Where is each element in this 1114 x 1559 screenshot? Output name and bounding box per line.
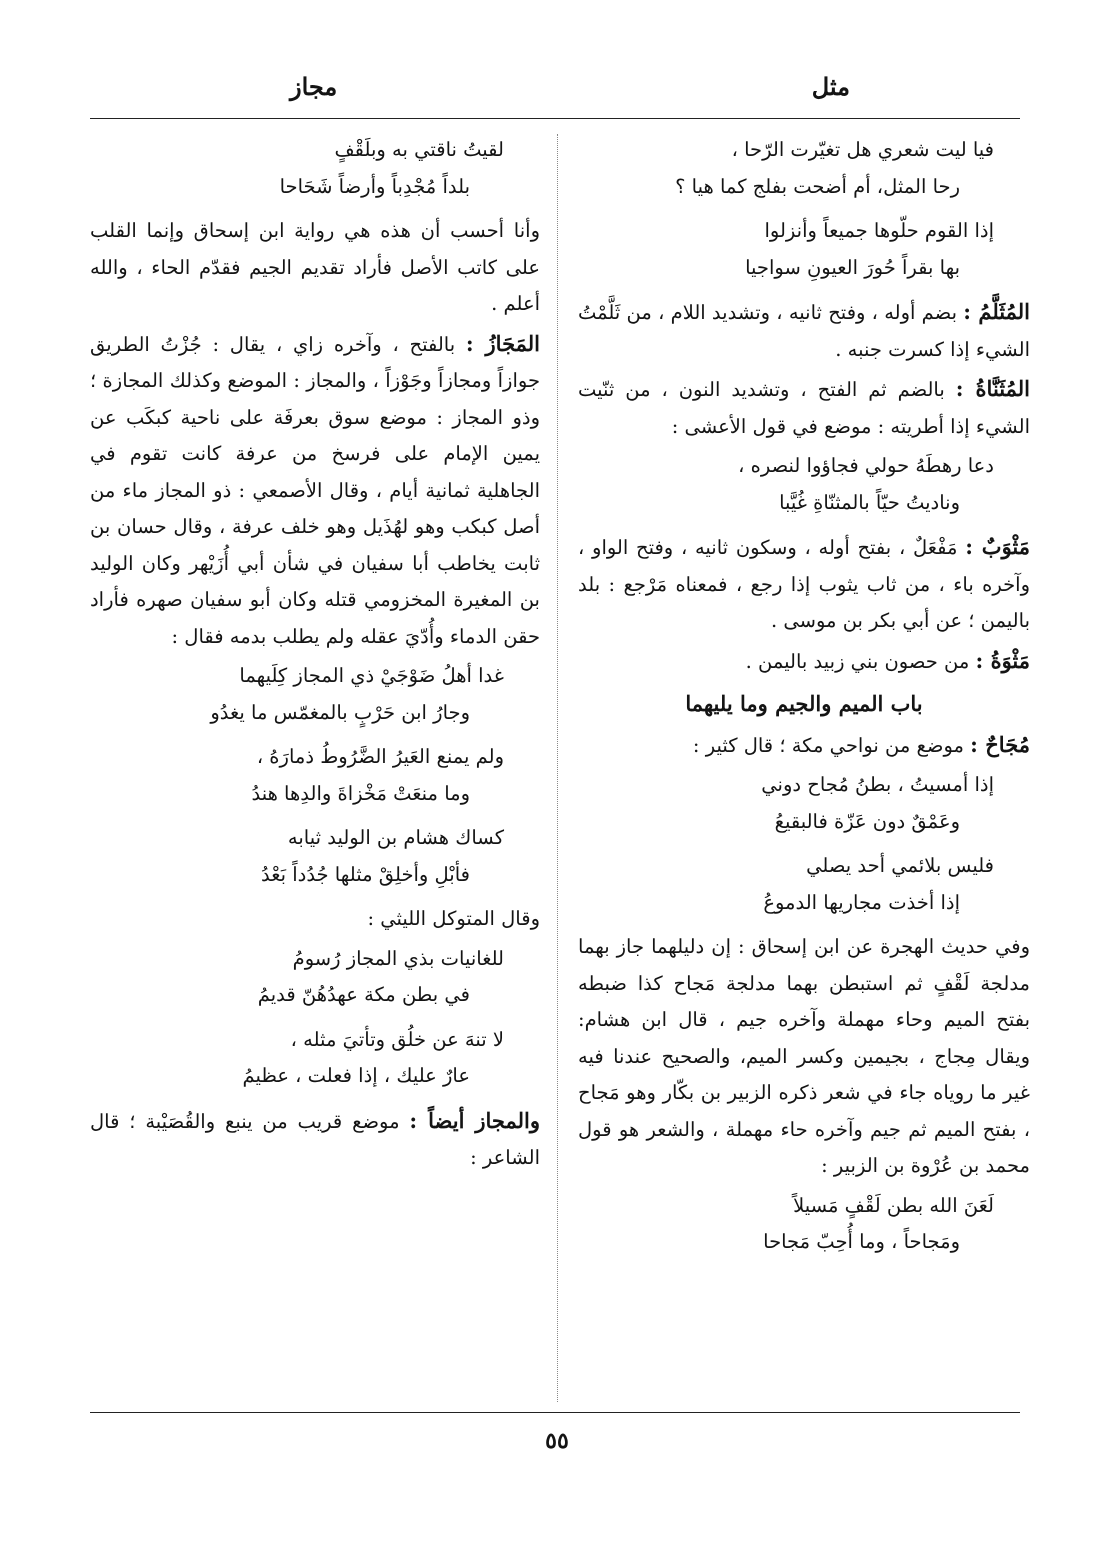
- verse-block: [90, 658, 540, 731]
- verse-line: وناديتُ حيّاً بالمثنّاةِ غُيَّبا: [779, 490, 960, 514]
- entry-headword: مَثْوَةُ :: [975, 647, 1030, 673]
- verse-block: [578, 132, 1030, 205]
- entry-text: من حصون بني زبيد باليمن .: [745, 649, 970, 673]
- entry-headword: المُثَنَّاةُ :: [955, 376, 1030, 401]
- paragraph: وأنا أحسب أن هذه هي رواية ابن إسحاق وإنما القلب على كاتب الأصل فأراد تقديم الجيم فقدّم الحاء ، والله أعلم .: [90, 219, 540, 315]
- verse-line: إذا القوم حلّوها جميعاً وأنزلوا: [764, 219, 994, 242]
- top-rule: [90, 118, 1020, 119]
- verse-line: فليس بلائمي أحد يصلي: [806, 854, 994, 877]
- verse-line: رحا المثل، أم أضحت بفلج كما هيا ؟: [675, 174, 960, 198]
- verse-line: عارٌ عليك ، إذا فعلت ، عظيمُ: [242, 1064, 470, 1087]
- entry-text: موضع قريب من ينبع والقُصَيْبة ؛ قال الشاعر :: [90, 1109, 540, 1169]
- verse-block: [90, 941, 540, 1014]
- verse-block: [578, 213, 1030, 286]
- paragraph: وفي حديث الهجرة عن ابن إسحاق : إن دليلهما جاز بهما مدلجة لَقْفٍ ثم استبطن بهما مدلجة مَجاح كذا ضبطه بفتح الميم وحاء مهملة وآخره جيم ، قال ابن هشام: ويقال مِجاج ، بجيمين وكسر الميم، والصحيح عندنا فيه غير ما روياه جاء في شعر ذكره الزبير بن بكّار وهو مَجاح ، بفتح الميم ثم جيم وآخره حاء مهملة ، والشعر هو قول محمد بن عُرْوة بن الزبير :: [578, 935, 1030, 1177]
- verse-block: [578, 767, 1030, 840]
- entry-text: مَفْعَلٌ ، بفتح أوله ، وسكون ثانيه ، وفتح الواو ، وآخره باء ، من ثاب يثوب إذا رجع ، فمعناه مَرْجع : بلد باليمن ؛ عن أبي بكر بن موسى .: [578, 536, 1030, 632]
- left-column: [90, 130, 540, 1406]
- verse-line: بلداً مُجْدِباً وأرضاً شَحَاحا: [279, 174, 470, 198]
- verse-line: وما منعَتْ مَخْزاةَ والدِها هندُ: [251, 781, 470, 805]
- entry: [578, 294, 1030, 368]
- verse-line: ولم يمنع العَيرُ الضَّرُوطُ ذمارَهُ ،: [256, 745, 504, 768]
- verse-line: لقيتُ ناقتي به وبلَقْفٍ: [334, 138, 504, 161]
- verse-line: غدا أهلُ ضَوْجَيْ ذي المجاز كِلَيهما: [239, 664, 504, 687]
- entry: [578, 727, 1030, 765]
- verse-block: [90, 132, 540, 205]
- verse-line: وجارُ ابن حَرْبٍ بالمغمّس ما يغدُو: [210, 700, 470, 724]
- verse-block: [578, 1188, 1030, 1261]
- column-divider: [557, 134, 558, 1402]
- page-number: ٥٥: [545, 1428, 569, 1454]
- verse-block: [90, 739, 540, 812]
- entry-text: بضم أوله ، وفتح ثانيه ، وتشديد اللام ، من ثَلَّمْتُ الشيء إذا كسرت جنبه .: [578, 301, 1030, 361]
- entry-headword: مُجَاحٌ :: [970, 731, 1030, 757]
- entry: [578, 643, 1030, 681]
- verse-block: [578, 848, 1030, 921]
- verse-line: دعا رهطَهُ حولي فجاؤوا لنصره ،: [738, 454, 994, 477]
- entry-text: بالفتح ، وآخره زاي ، يقال : جُزْتُ الطريق جوازاً ومجازاً وجَوْزاً ، والمجاز : الموضع وكذلك المجازة ؛ وذو المجاز : موضع سوق بعرفَة على ناحية كبكَب عن يمين الإمام على فرسخ من عرفة كانت تقوم في الجاهلية ثمانية أيام ، وقال الأصمعي : ذو المجاز ماء من أصل كبكب وهو لهُذَيل وهو خلف عرفة ، وقال حسان بن ثابت يخاطب أبا سفيان في شأن أبي أُزَيْهر وكان الوليد بن المغيرة المخزومي قتله وكان أبو سفيان صهره فأراد حقن الدماء وأُدّيَ عقله ولم يطلب بدمه فقال :: [90, 332, 540, 648]
- right-column: [578, 130, 1030, 1406]
- verse-line: وعَمْقٌ دون عَزّة فالبقيعُ: [774, 809, 960, 833]
- entry-headword: والمجاز أيضاً :: [409, 1107, 540, 1133]
- entry-text: موضع من نواحي مكة ؛ قال كثير :: [692, 733, 964, 757]
- entry-text: بالضم ثم الفتح ، وتشديد النون ، من ثنّيت الشيء إذا أطريته : موضع في قول الأعشى :: [578, 378, 1030, 438]
- page-header: [90, 72, 1020, 112]
- entry: [90, 1103, 540, 1177]
- verse-block: [90, 1022, 540, 1095]
- verse-line: لَعَنَ الله بطن لَقْفٍ مَسيلاً: [793, 1193, 994, 1217]
- verse-line: بها بقراً حُورَ العيونِ سواجيا: [745, 255, 960, 279]
- verse-line: إذا أمسيتُ ، بطنُ مُجاح دوني: [761, 773, 994, 796]
- verse-line: كساك هشام بن الوليد ثيابه: [287, 826, 504, 849]
- paragraph: وقال المتوكل الليثي :: [367, 907, 540, 930]
- verse-line: في بطن مكة عهدُهُنّ قديمُ: [257, 983, 470, 1006]
- entry: [578, 529, 1030, 640]
- header-left-word: مجاز: [290, 72, 338, 101]
- entry-headword: المُثَلَّمُ :: [963, 299, 1030, 324]
- entry: [90, 326, 540, 656]
- bottom-rule: [90, 1412, 1020, 1413]
- entry: [578, 371, 1030, 445]
- verse-line: لا تنهَ عن خلُق وتأتيَ مثله ،: [290, 1027, 504, 1051]
- header-right-word: مثل: [811, 72, 850, 101]
- verse-block: [90, 820, 540, 893]
- verse-line: إذا أخذت مجاريها الدموعُ: [763, 890, 960, 914]
- verse-block: [578, 448, 1030, 521]
- verse-line: فأبْلِ وأخلِقْ مثلها جُدُداً بَعْدُ: [260, 862, 470, 886]
- verse-line: للغانيات بذي المجاز رُسومُ: [292, 946, 504, 970]
- entry-headword: المَجَازُ :: [465, 330, 540, 356]
- verse-line: فيا ليت شعري هل تغيّرت الرّحا ،: [731, 138, 994, 161]
- verse-line: ومَجاحاً ، وما أُحِبّ مَجاحا: [763, 1230, 960, 1253]
- entry-headword: مَثْوَبٌ :: [965, 534, 1030, 559]
- section-title: باب الميم والجيم وما يليهما: [685, 691, 923, 716]
